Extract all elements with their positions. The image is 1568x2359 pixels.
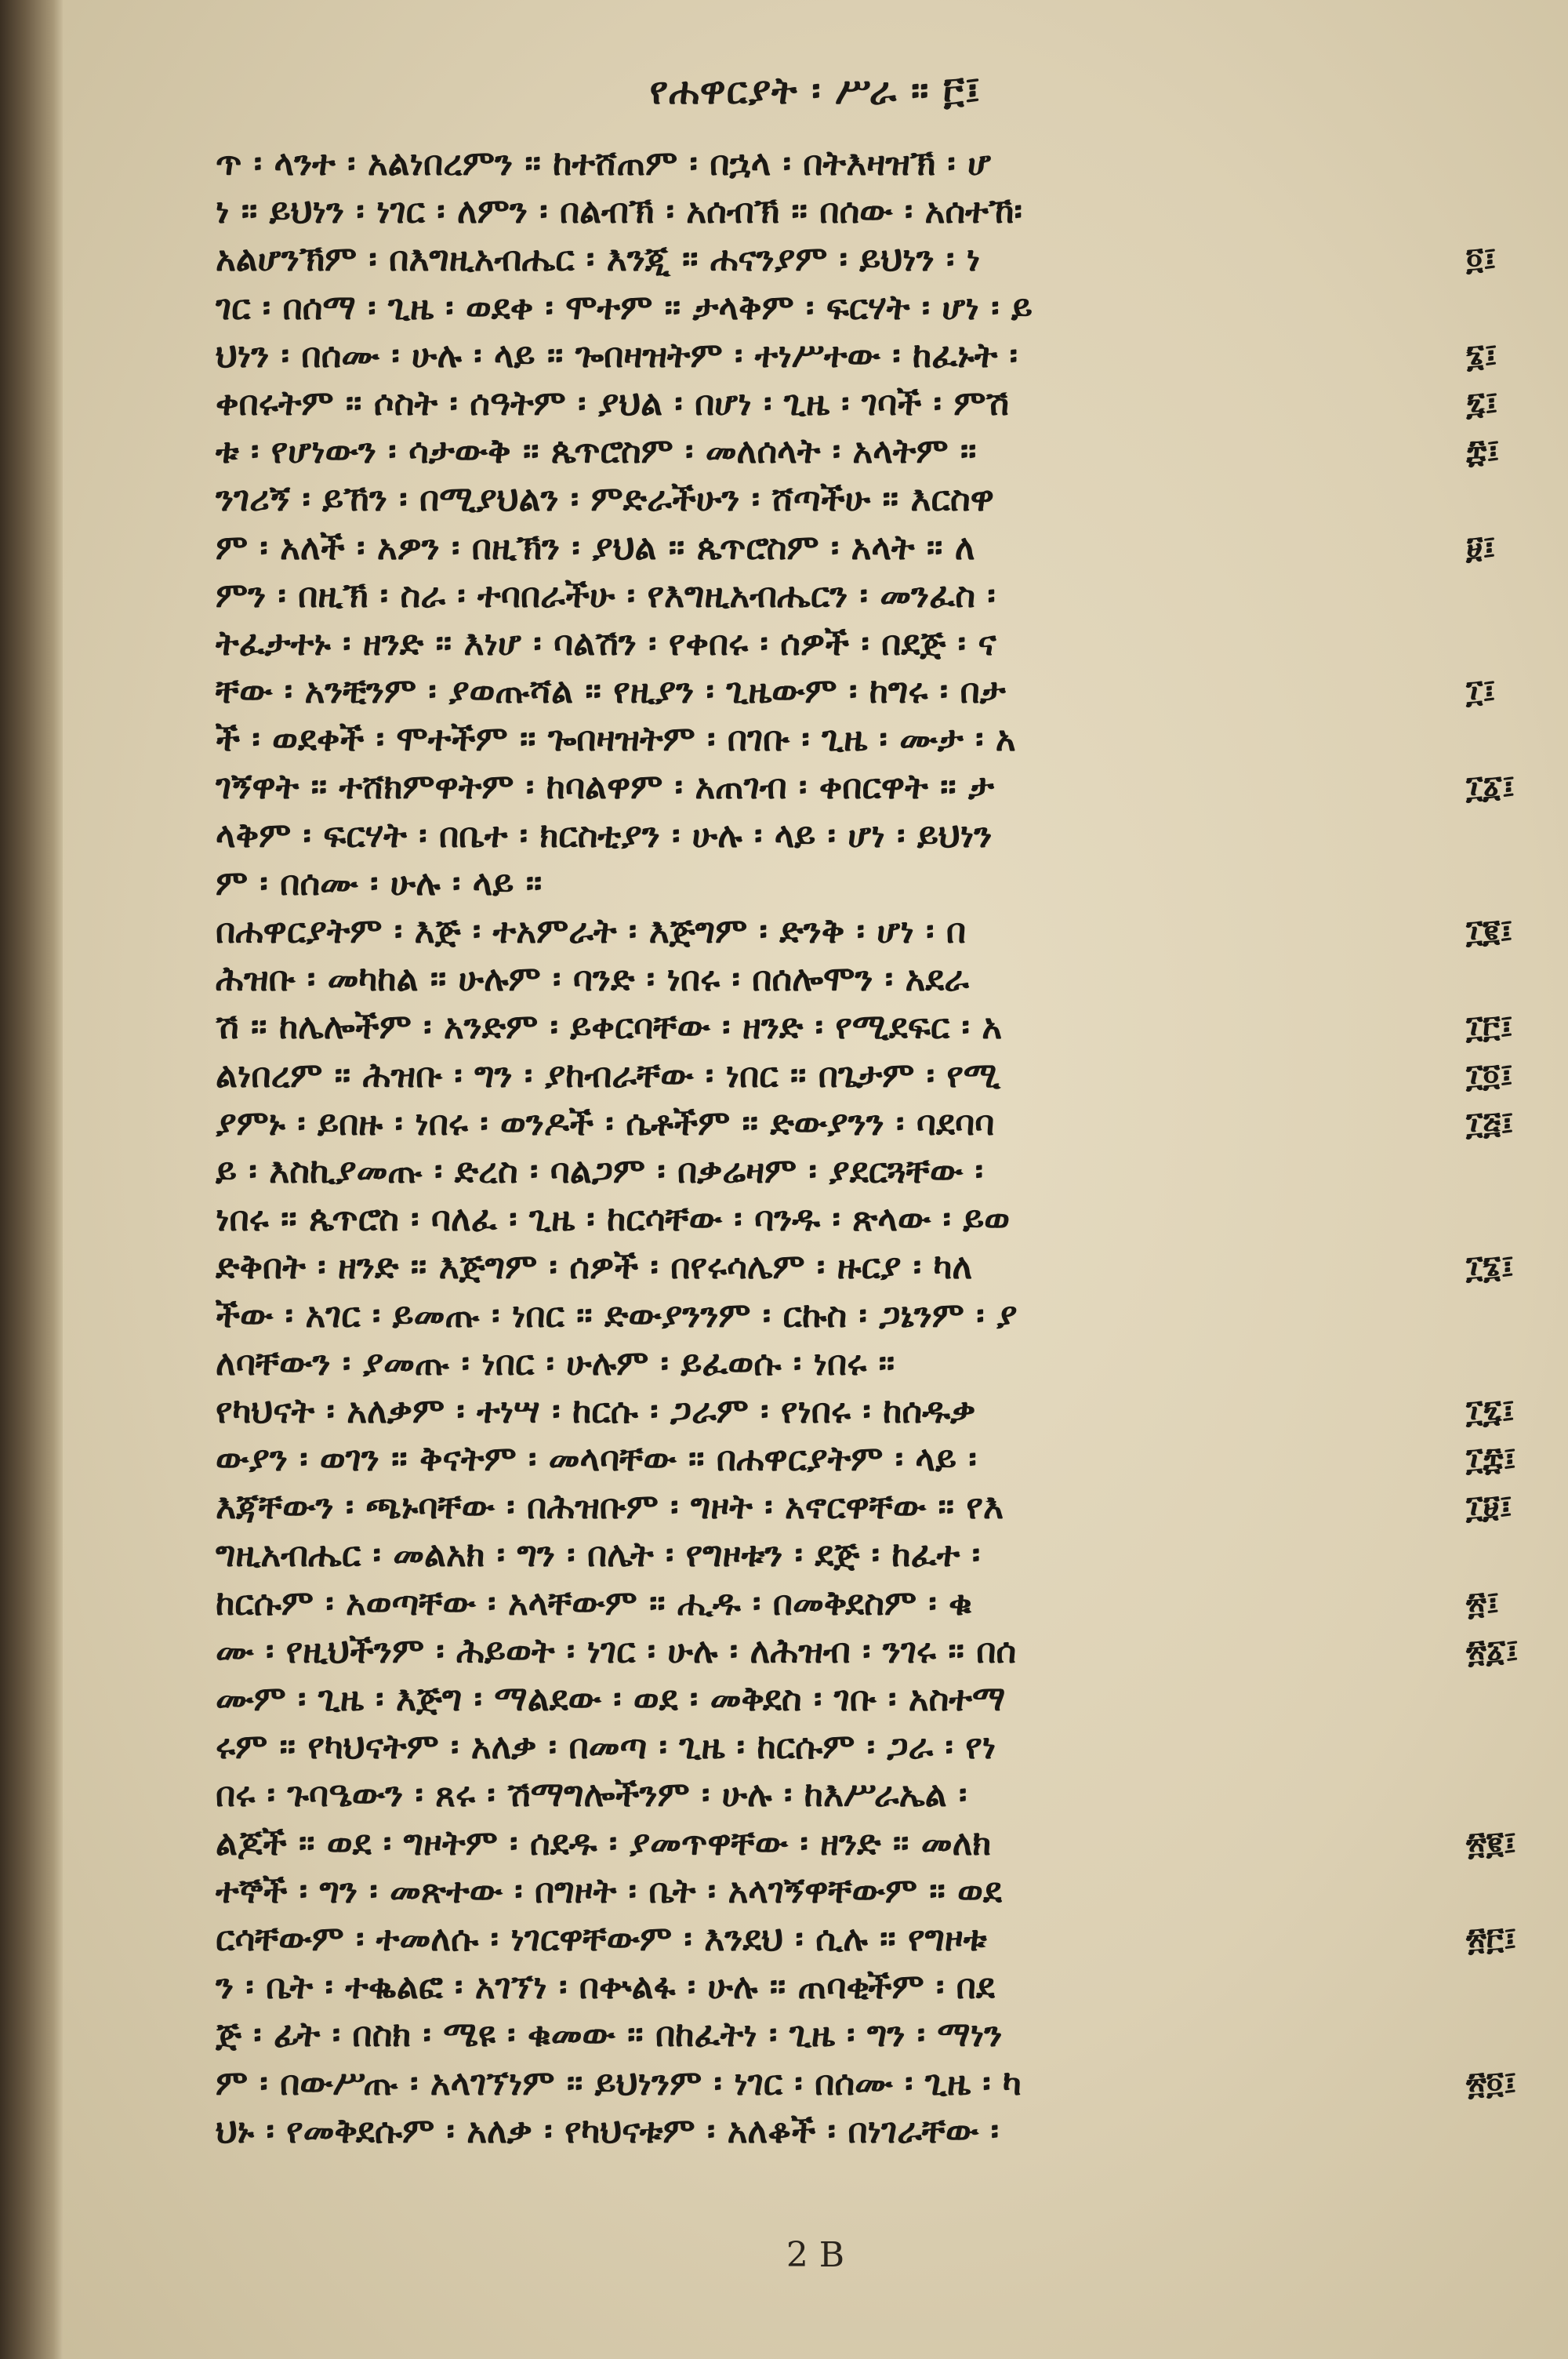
- verse-number: [1466, 284, 1552, 332]
- text-line: ችው ፡ አገር ፡ ይመጡ ፡ ነበር ። ድውያንንም ፡ ርኩስ ፡ ጋኔንም ፡ ያ: [216, 1295, 1018, 1336]
- text-line: ቸው ፡ አንቺንም ፡ ያወጡሻል ። የዚያን ፡ ጊዜውም ፡ ከግሩ ፡ በታ: [216, 671, 1006, 712]
- text-line: በሩ ፡ ጉባዔውን ፡ ጸሩ ፡ ሽማግሎችንም ፡ ሁሉ ፡ ከእሥራኤል ፡: [216, 1775, 967, 1816]
- text-line: ን ፡ ቤት ፡ ተቈልፎ ፡ አገኘነ ፡ በቍልፋ ፡ ሁሉ ። ጠባቂችም ፡ በደ: [216, 1967, 995, 2008]
- text-line: ትፈታተኑ ፡ ዘንድ ። እነሆ ፡ ባልሽን ፡ የቀበሩ ፡ ሰዎች ፡ በደጅ ፡ ና: [216, 623, 996, 663]
- text-line: ሽ ። ከሌሎችም ፡ አንድም ፡ ይቀርባቸው ፡ ዘንድ ፡ የሚደፍር ፡ አ: [216, 1007, 1003, 1048]
- verse-number: [1466, 572, 1552, 620]
- text-line: ሙ ፡ የዚህችንም ፡ ሕይወት ፡ ነገር ፡ ሁሉ ፡ ለሕዝብ ፡ ንገሩ ። በሰ: [216, 1630, 1017, 1671]
- verse-number-column: [1466, 140, 1552, 2155]
- text-line: ግዚአብሔር ፡ መልአክ ፡ ግን ፡ በሌት ፡ የግዞቱን ፡ ደጅ ፡ ከፈተ ፡: [216, 1535, 981, 1576]
- verse-number: [1466, 2107, 1552, 2155]
- running-header: የሐዋርያት ፡ ሥራ ። ፫፤: [649, 69, 982, 113]
- verse-number: ፳፩፤: [1466, 1632, 1519, 1670]
- verse-number: ፲፭፤: [1466, 1104, 1514, 1142]
- text-column: [216, 140, 1462, 2155]
- verse-number: [1466, 140, 1552, 187]
- text-line: ቱ ፡ የሆነውን ፡ ሳታውቅ ። ጴጥሮስም ፡ መለሰላት ፡ አላትም ።: [216, 431, 977, 472]
- verse-number: ፲፬፤: [1466, 1056, 1513, 1094]
- verse-number: [1466, 2011, 1552, 2059]
- text-line: ነበሩ ። ጴጥሮስ ፡ ባለፈ ፡ ጊዜ ፡ ከርሳቸው ፡ ባንዱ ፡ ጽላው ፡ ይወ: [216, 1199, 1011, 1240]
- text-line: ላቅም ፡ ፍርሃት ፡ በቤተ ፡ ክርስቲያን ፡ ሁሉ ፡ ላይ ፡ ሆነ ፡ ይህነን: [216, 815, 993, 856]
- text-line: ውያን ፡ ወገን ። ቅናትም ፡ መላባቸው ። በሐዋርያትም ፡ ላይ ፡: [216, 1439, 977, 1480]
- text-line: ጅ ፡ ፊት ፡ በስክ ፡ ሜዩ ፡ ቁመው ። በከፈትነ ፡ ጊዜ ፡ ግን ፡ ማነን: [216, 2015, 1003, 2055]
- verse-number: ፳፬፤: [1466, 2064, 1517, 2102]
- verse-number: [1466, 475, 1552, 523]
- verse-number: [1466, 187, 1552, 235]
- verse-number: [1466, 1147, 1552, 1195]
- text-line: የካህናት ፡ አለቃም ፡ ተነሣ ፡ ከርሱ ፡ ጋራም ፡ የነበሩ ፡ ከሰዱቃ: [216, 1390, 976, 1431]
- verse-number: [1466, 1867, 1552, 1915]
- verse-number: ፲፤: [1466, 673, 1496, 711]
- text-line: ህኑ ፡ የመቅደሱም ፡ አለቃ ፡ የካህናቱም ፡ አለቆች ፡ በነገራቸው ፡: [216, 2110, 1000, 2151]
- verse-number: ፬፤: [1466, 241, 1497, 278]
- verse-number: [1466, 620, 1552, 667]
- verse-number: ፲፪፤: [1466, 913, 1513, 950]
- verse-number: [1466, 860, 1552, 907]
- verse-number: [1466, 1771, 1552, 1819]
- verse-number: ፲፮፤: [1466, 1249, 1514, 1286]
- text-line: ገኝዋት ። ተሸክምዋትም ፡ ከባልዋም ፡ አጠገብ ፡ ቀበርዋት ። ታ: [216, 767, 994, 808]
- verse-number: [1466, 1292, 1552, 1339]
- text-line: እጃቸውን ፡ ጫኑባቸው ፡ በሕዝቡም ፡ ግዞት ፡ አኖርዋቸው ። የእ: [216, 1487, 1004, 1528]
- text-line: ከርሱም ፡ አወጣቸው ፡ አላቸውም ። ሒዱ ፡ በመቅደስም ፡ ቁ: [216, 1583, 972, 1623]
- verse-number: ፲፱፤: [1466, 1488, 1512, 1526]
- text-line: ሩም ። የካህናትም ፡ አለቃ ፡ በመጣ ፡ ጊዜ ፡ ከርሱም ፡ ጋራ ፡ የነ: [216, 1727, 996, 1768]
- text-line: ሕዝቡ ፡ መካከል ። ሁሉም ፡ ባንድ ፡ ነበሩ ፡ በሰሎሞን ፡ አደራ: [216, 959, 969, 1000]
- text-line: ተኞች ፡ ግን ፡ መጽተው ፡ በግዞት ፡ ቤት ፡ አላገኝዋቸውም ። ወደ: [216, 1870, 1002, 1911]
- page-signature: 2 B: [786, 2235, 845, 2275]
- verse-number: ፲፯፤: [1466, 1392, 1515, 1430]
- text-line: አልሆንኽም ፡ በእግዚአብሔር ፡ እንጂ ። ሐናንያም ፡ ይህነን ፡ ነ: [216, 239, 981, 280]
- verse-number: ፮፤: [1466, 336, 1497, 374]
- text-line: ገር ፡ በሰማ ፡ ጊዜ ፡ ወደቀ ፡ ሞተም ። ታላቅም ፡ ፍርሃት ፡ ሆነ ፡ ይ: [216, 287, 1033, 328]
- verse-number: ፰፤: [1466, 433, 1500, 471]
- text-line: ም ፡ በሰሙ ፡ ሁሉ ፡ ላይ ።: [216, 863, 543, 903]
- text-line: ለባቸውን ፡ ያመጡ ፡ ነበር ፡ ሁሉም ፡ ይፈወሱ ፡ ነበሩ ።: [216, 1343, 895, 1383]
- verse-number: [1466, 812, 1552, 860]
- text-line: ልጆች ። ወደ ፡ ግዞትም ፡ ሰደዱ ፡ ያመጥዋቸው ፡ ዘንድ ። መለክ: [216, 1823, 992, 1863]
- verse-number: ፳፪፤: [1466, 1824, 1517, 1862]
- verse-number: ፳፫፤: [1466, 1920, 1517, 1957]
- verse-number: [1466, 1963, 1552, 2011]
- verse-number: ፲፫፤: [1466, 1009, 1513, 1046]
- text-line: ጥ ፡ ላንተ ፡ አልነበረምን ። ከተሸጠም ፡ በኋላ ፡ በትእዛዝኽ ፡ ሆ: [216, 144, 992, 184]
- verse-number: ፯፤: [1466, 384, 1498, 422]
- verse-number: ፳፤: [1466, 1584, 1500, 1622]
- verse-number: [1466, 1339, 1552, 1387]
- text-line: ም ፡ በውሥጡ ፡ አላገኘነም ። ይህነንም ፡ ነገር ፡ በሰሙ ፡ ጊዜ ፡ ካ: [216, 2063, 1022, 2103]
- text-line: ያምኑ ፡ ይበዙ ፡ ነበሩ ፡ ወንዶች ፡ ሴቶችም ። ድውያንን ፡ ባደባባ: [216, 1103, 995, 1143]
- text-line: ምን ፡ በዚኽ ፡ ስራ ፡ ተባበራችሁ ፡ የእግዚአብሔርን ፡ መንፈስ ፡: [216, 575, 996, 616]
- verse-number: [1466, 1675, 1552, 1723]
- verse-number: [1466, 715, 1552, 763]
- text-line: ች ፡ ወደቀች ፡ ሞተችም ። ጐበዛዝትም ፡ በገቡ ፡ ጊዜ ፡ ሙታ ፡ አ: [216, 719, 1016, 760]
- text-line: ይ ፡ እስኪያመጡ ፡ ድረስ ፡ ባልጋም ፡ በቃሬዛም ፡ ያደርጓቸው ፡: [216, 1150, 983, 1191]
- book-spine-shadow: [0, 0, 63, 2359]
- text-line: ም ፡ አለች ፡ አዎን ፡ በዚኽን ፡ ያህል ። ጴጥሮስም ፡ አላት ። ለ: [216, 527, 975, 568]
- text-line: ሙም ፡ ጊዜ ፡ እጅግ ፡ ማልደው ፡ ወደ ፡ መቅደስ ፡ ገቡ ፡ አስተማ: [216, 1679, 1006, 1719]
- verse-number: [1466, 1195, 1552, 1243]
- verse-number: [1466, 1723, 1552, 1771]
- text-line: ህነን ፡ በሰሙ ፡ ሁሉ ፡ ላይ ። ጐበዛዝትም ፡ ተነሥተው ፡ ከፈኑት ፡: [216, 335, 1018, 376]
- text-line: ንገሪኝ ፡ ይኸን ፡ በሚያህልን ፡ ምድራችሁን ፡ ሸጣችሁ ። እርስዋ: [216, 479, 994, 520]
- verse-number: ፲፰፤: [1466, 1441, 1516, 1478]
- text-line: ልነበረም ። ሕዝቡ ፡ ግን ፡ ያከብራቸው ፡ ነበር ። በጌታም ፡ የሚ: [216, 1055, 1000, 1096]
- text-line: በሐዋርያትም ፡ እጅ ፡ ተአምራት ፡ እጅግም ፡ ድንቅ ፡ ሆነ ፡ በ: [216, 911, 967, 951]
- verse-number: ፲፩፤: [1466, 769, 1515, 806]
- text-line: ነ ። ይህነን ፡ ነገር ፡ ለምን ፡ በልብኽ ፡ አሰብኽ ። በሰው ፡ አሰተኸ፡: [216, 191, 1022, 232]
- verse-number: ፱፤: [1466, 529, 1496, 566]
- book-page: [63, 0, 1568, 2359]
- text-line: ቀበሩትም ። ሶስት ፡ ሰዓትም ፡ ያህል ፡ በሆነ ፡ ጊዜ ፡ ገባች ፡ ምሽ: [216, 383, 1010, 423]
- verse-number: [1466, 955, 1552, 1003]
- text-line: ድቅበት ፡ ዘንድ ። እጅግም ፡ ሰዎች ፡ በየሩሳሌም ፡ ዙርያ ፡ ካለ: [216, 1247, 973, 1288]
- text-line: ርሳቸውም ፡ ተመለሱ ፡ ነገርዋቸውም ፡ እንደህ ፡ ሲሉ ። የግዞቱ: [216, 1918, 987, 1959]
- verse-number: [1466, 1531, 1552, 1579]
